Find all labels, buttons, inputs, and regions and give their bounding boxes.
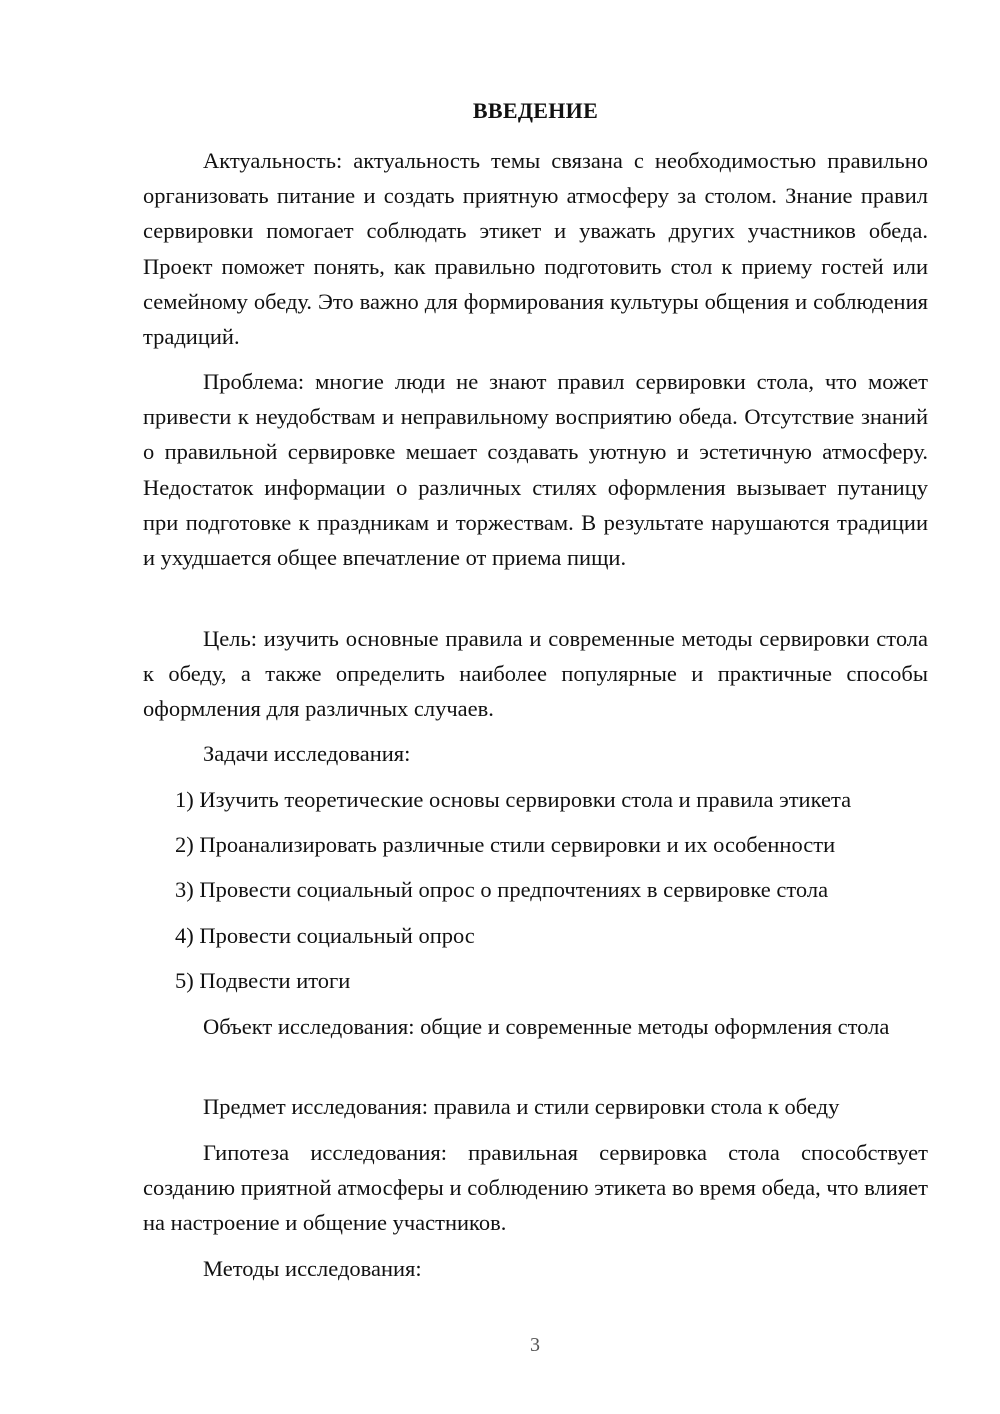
problem-paragraph: Проблема: многие люди не знают правил сервировки стола, что может привести к неудобствам и неправильному восприятию обеда. Отсутствие знаний о правильной сервировке мешает создавать уютную и эстетичную атмосферу. Недостаток информации о различных стилях оформления вызывает путаницу при подготовке к праздникам и торжествам. В результате нарушаются традиции и ухудшается общее впечатление от приема пищи. (143, 369, 928, 571)
list-item: 2) Проанализировать различные стили сервировки и их особенности (175, 832, 836, 857)
list-item: 4) Провести социальный опрос (175, 923, 475, 948)
goal-paragraph: Цель: изучить основные правила и современные методы сервировки стола к обеду, а также определить наиболее популярные и практичные способы оформления для различных случаев. (143, 626, 928, 722)
page-number: 3 (530, 1334, 540, 1356)
list-item: 5) Подвести итоги (175, 968, 351, 993)
tasks-heading: Задачи исследования: (203, 741, 411, 766)
object-paragraph: Объект исследования: общие и современные методы оформления стола (203, 1014, 890, 1039)
page-title: ВВЕДЕНИЕ (472, 98, 599, 123)
relevance-paragraph: Актуальность: актуальность темы связана с необходимостью правильно организовать питание и создать приятную атмосферу за столом. Знание правил сервировки помогает соблюдать этикет и уважать других участников обеда. Проект поможет понять, как правильно подготовить стол к приему гостей или семейному обеду. Это важно для формирования культуры общения и соблюдения традиций. (143, 148, 928, 350)
subject-paragraph: Предмет исследования: правила и стили сервировки стола к обеду (203, 1094, 840, 1119)
methods-heading: Методы исследования: (203, 1256, 422, 1281)
list-item: 3) Провести социальный опрос о предпочтениях в сервировке стола (175, 877, 829, 902)
list-item: 1) Изучить теоретические основы сервировки стола и правила этикета (175, 787, 852, 812)
hypothesis-paragraph: Гипотеза исследования: правильная сервировка стола способствует созданию приятной атмосферы и соблюдению этикета во время обеда, что влияет на настроение и общение участников. (143, 1140, 928, 1236)
